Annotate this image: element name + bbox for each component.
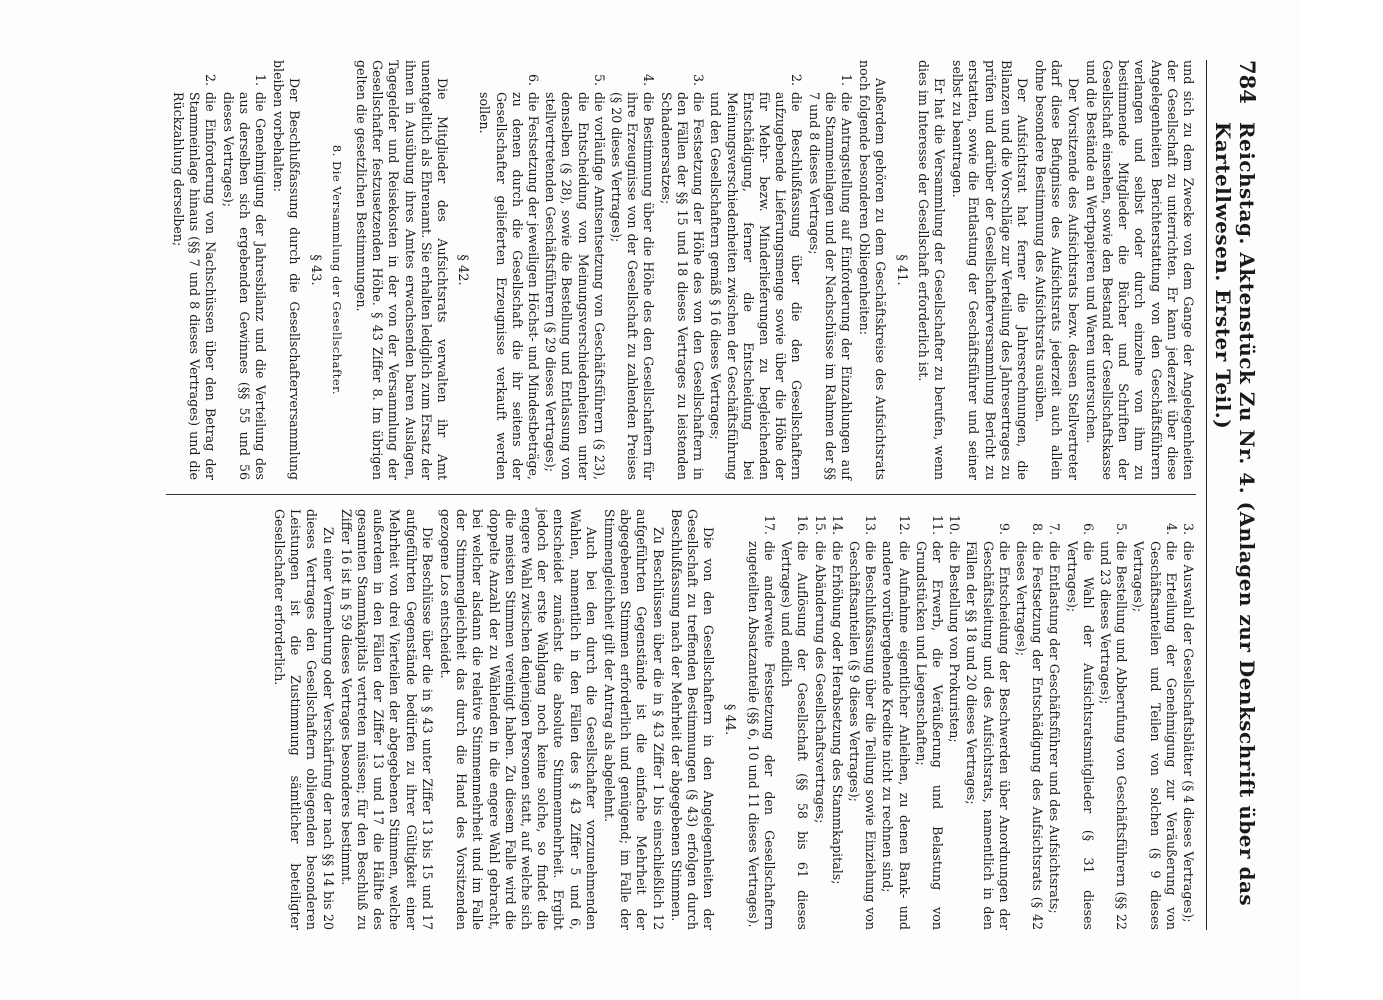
list-item: 3. die Auswahl der Gesellschaftsblätter (§ 4 dieses Vertrages); — [1181, 522, 1196, 923]
list-item: 6. die Wahl der Aufsichtsratsmitglieder (§ 31 dieses Vertrages); — [1064, 522, 1096, 930]
text-columns — [166, 60, 1196, 930]
paragraph: Der Vorsitzende des Aufsichtsrats bezw. dessen Stellvertreter darf diese Befugnisse des Aufsichtsrats jederzeit auch allein ohne besondere Bestimmung des Aufsichtsrats ausüben. — [1033, 60, 1081, 480]
list-item: 6. die Festsetzung der jeweiligen Höchst- und Mindestbeträge, zu denen durch die Gesellschaft die ihr seitens der Gesellschafter gelieferten Erzeugnisse verkauft werden sollen. — [477, 73, 542, 480]
list-item: 2. die Beschlußfassung über die den Gesellschaftern aufzugebende Lieferungsmenge sowie über die Höhe der für Mehr- bezw. Minderlieferungen zu begleichenden Entschädigung, ferner die Entscheidung bei Meinungsverschiedenheiten zwischen der Geschäftsführung und den Gesellschaftern gemäß § 16 dieses Vertrages; — [708, 73, 805, 480]
list-item: 1. die Antragstellung auf Einforderung der Einzahlungen auf die Stammeinlagen und der Nachschüsse im Rahmen der §§ 7 und 8 dieses Vertrages; — [806, 73, 854, 480]
list-item: 10. die Bestellung von Prokuristen; — [947, 514, 963, 743]
list-item: 7. die Entlastung der Geschäftsführer und des Aufsichtsrats; — [1047, 522, 1063, 914]
page-header — [1206, 60, 1260, 930]
list-41 — [476, 60, 854, 480]
list-item: 2. die Einforderung von Nachschüssen über den Betrag der Stammeinlage hinaus (§§ 7 und 8 dieses Vertrages) und die Rückzahlung derselben; — [171, 73, 219, 480]
paragraph: Zu Beschlüssen über die in § 43 Ziffer 1 bis einschließlich 12 aufgeführten Gegenstände ist die einfache Mehrheit der abgegebenen Stimmen erforderlich und genügend; im Falle der Stimmengleichheit gilt der Antrag als abgelehnt. — [602, 509, 666, 930]
paragraph: Die von den Gesellschaftern in den Angelegenheiten der Gesellschaft zu treffenden Bestimmungen (§ 43) erfolgen durch Beschlußfassung nach der Mehrheit der abgegebenen Stimmen. — [668, 509, 717, 930]
paragraph: Der Beschlußfassung durch die Gesellschafterversammlung bleiben vorbehalten: — [271, 60, 303, 480]
list-item: 5. die vorläufige Amtsentsetzung von Geschäftsführern (§ 23), die Entscheidung von Meinungsverschiedenheiten unter denselben (§ 28), sowie die Bestellung und Entlassung von stellvertretenden Geschäftsführern (§ 29 dieses Vertrages); — [543, 73, 607, 480]
list-item: 14. die Erhöhung oder Herabsetzung des Stammkapitals; — [829, 514, 845, 885]
list-item: 12. die Aufnahme eigentlicher Anleihen, zu denen Bank- und andere vorübergehende Kredite nicht zu rechnen sind; — [880, 514, 912, 930]
paragraph: Er hat die Versammlung der Gesellschafter zu berufen, wenn dies im Interesse der Gesellschaft erforderlich ist. — [915, 60, 947, 480]
paragraph: Die Mitglieder des Aufsichtsrats verwalten ihr Amt unentgeltlich als Ehrenamt. Sie erhalten lediglich zum Ersatz der ihnen in Ausübung ihres Amtes erwachsenden baren Auslagen, Tagegelder und Reisekosten in der von der Versammlung der Gesellschafter festzusetzenden Höhe. § 43 Ziffer 8. Im übrigen gelten die gesetzlichen Bestimmungen. — [354, 60, 451, 480]
paragraph: Die Beschlüsse über die in § 43 unter Ziffer 13 bis 15 und 17 aufgeführten Gegenstände bedürfen zu ihrer Gültigkeit einer Mehrheit von drei Vierteilen der abgegebenen Stimmen, welche außerdem in den Fällen der Ziffer 13 und 17 die Hälfte des gesamten Stammkapitals vertreten müssen; für den Beschluß zu Ziffer 16 ist in § 59 dieses Vertrages besonderes bestimmt. — [338, 509, 435, 930]
list-item: 16. die Auflösung der Gesellschaft (§§ 58 bis 61 dieses Vertrages) und endlich — [779, 514, 811, 930]
list-item: 11. der Erwerb, die Veräußerung und Belastung von Grundstücken und Liegenschaften; — [913, 514, 945, 930]
list-item: 15. die Abänderung des Gesellschaftsvertrages; — [812, 514, 828, 824]
running-title: Reichstag. Aktenstück Zu Nr. 4. (Anlagen zur Denkschrift über das Kartellwesen. Erster Teil.) — [1211, 121, 1259, 907]
list-43-continued — [743, 509, 1196, 930]
list-item: 4. die Bestimmung über die Höhe des den Gesellschaftern für ihre Erzeugnisse von der Gesellschaft zu zahlenden Preises (§ 20 dieses Vertrages); — [609, 73, 657, 480]
page-number: 784 — [1235, 60, 1260, 104]
paragraph: Der Aufsichtsrat hat ferner die Jahresrechnungen, die Bilanzen und die Vorschläge zur Verteilung des Jahresertrages zu prüfen und darüber der Gesellschafterversammlung Bericht zu erstatten, sowie die Entlastung der Geschäftsführer und seiner selbst zu beantragen. — [950, 60, 1030, 480]
section-heading-44: § 44. — [721, 703, 737, 736]
paragraph: Zu einer Vermehrung oder Verschärfung der nach §§ 14 bis 20 dieses Vertrages den Gesellschaftern obliegenden besonderen Leistungen ist die Zustimmung sämtlicher beteiligter Gesellschafter erforderlich. — [272, 509, 336, 930]
section-heading-42: § 42. — [455, 254, 471, 286]
list-item: 13. die Beschlußfassung über die Teilung sowie Einziehung von Geschäftsanteilen (§ 9 dieses Vertrages); — [846, 514, 879, 930]
list-43 — [170, 60, 268, 480]
left-column — [166, 60, 1196, 495]
list-item: 1. die Genehmigung der Jahresbilanz und die Verteilung des aus derselben sich ergebenden Gewinnes (§§ 55 und 56 dieses Vertrages); — [220, 73, 269, 480]
list-item: 8. die Festsetzung der Entschädigung des Aufsichtsrats (§ 42 dieses Vertrages); — [1013, 522, 1046, 930]
list-item: 17. die anderweite Festsetzung der den Gesellschaftern zugeteilten Absatzanteile (§§ 6, 10 und 11 dieses Vertrages). — [745, 514, 777, 930]
list-item: 3. die Festsetzung der Höhe des von den Gesellschaftern in den Fällen der §§ 15 und 18 dieses Vertrages zu leistenden Schadenersatzes; — [658, 73, 707, 480]
paragraph: Außerdem gehören zu dem Geschäftskreise des Aufsichtsrats noch folgende besonderen Obliegenheiten: — [857, 60, 889, 480]
section-heading-43: § 43. — [307, 254, 323, 286]
list-item: 5. die Bestellung und Abberufung von Geschäftsführern (§§ 22 und 23 dieses Vertrages); — [1097, 522, 1130, 930]
paragraph: und sich zu dem Zwecke von dem Gange der Angelegenheiten der Gesellschaft zu unterrichten. Er kann jederzeit über diese Angelegenheiten Berichterstattung von den Geschäftsführern verlangen und selbst oder durch einzelne von ihm zu bestimmende Mitglieder die Bücher und Schriften der Gesellschaft einsehen, sowie den Bestand der Gesellschaftskasse und die Bestände an Wertpapieren und Waren untersuchen. — [1083, 60, 1196, 480]
list-item: 9. die Entscheidung der Beschwerden über Anordnungen der Geschäftsleitung und des Aufsichtsrats, namentlich in den Fällen der §§ 18 und 20 dieses Vertrages; — [964, 522, 1012, 930]
list-item: 4. die Erteilung der Genehmigung zur Veräußerung von Geschäftsanteilen und Teilen von solchen (§ 9 dieses Vertrages); — [1131, 522, 1179, 930]
section-heading-41: § 41. — [893, 254, 909, 286]
paragraph: Auch bei den durch die Gesellschafter vorzunehmenden Wahlen, namentlich in den Fällen des § 43 Ziffer 5 und 6, entscheidet zunächst die absolute Stimmenmehrheit. Ergibt jedoch der erste Wahlgang noch keine solche, so findet die engere Wahl zwischen denjenigen Personen statt, auf welche sich die meisten Stimmen vereinigt haben. Zu diesem Falle wird die doppelte Anzahl der zu Wählenden in die engere Wahl gebracht, bei welcher alsdann die relative Stimmenmehrheit und im Falle der Stimmengleichheit das durch die Hand des Vorsitzenden gezogene Los entscheidet. — [438, 509, 599, 930]
right-column — [166, 495, 1196, 930]
chapter-subheading: 8. Die Versammlung der Gesellschafter. — [329, 144, 344, 396]
